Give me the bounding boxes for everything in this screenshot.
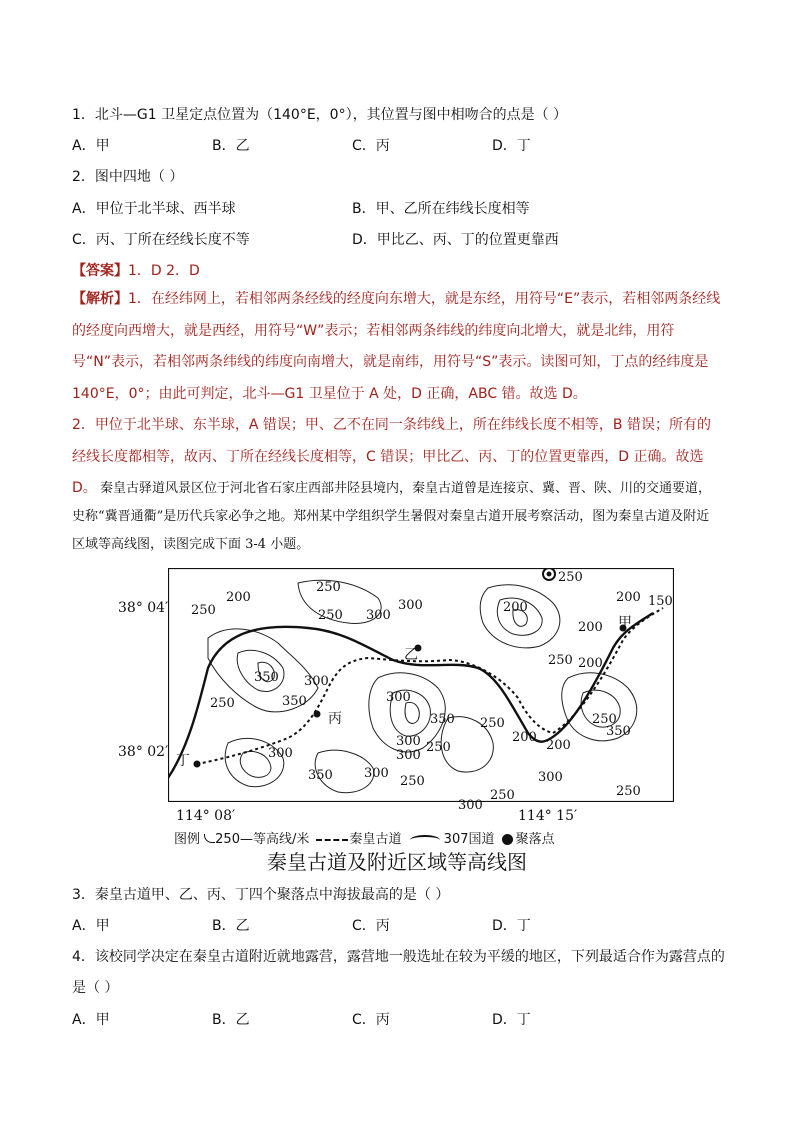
contour-label: 300: [364, 766, 389, 781]
legend-settlement-text: 聚落点: [515, 832, 555, 847]
contour-label: 200: [578, 656, 603, 671]
q4-stem-line2: 是（ ）: [72, 980, 119, 996]
q1-option-a: A．甲: [72, 138, 110, 154]
contour-label: 350: [606, 724, 631, 739]
q4-option-a: A．甲: [72, 1012, 110, 1028]
answer-line: [72, 260, 200, 280]
q2-option-c: C．丙、丁所在经线长度不等: [72, 232, 250, 248]
q3-option-b: B．乙: [212, 918, 250, 934]
legend-contour-text: 等高线/米: [252, 832, 310, 847]
legend-contour-value: 250: [215, 832, 240, 847]
legend-highway-text: 307国道: [443, 832, 495, 847]
q4-stem-line1: 4．该校同学决定在秦皇古道附近就地露营，露营地一般选址在较为平缓的地区，下列最适合作为露营点的: [72, 949, 725, 965]
contour-label: 250: [616, 784, 641, 799]
contour-label: 250: [210, 696, 235, 711]
q1-option-c: C．丙: [352, 138, 390, 154]
contour-label: 350: [254, 670, 279, 685]
contour-label: 350: [308, 768, 333, 783]
ancient-road-legend-icon: [316, 839, 348, 841]
place-bing-label: 丙: [328, 711, 342, 727]
place-jia-label: 甲: [618, 615, 632, 631]
contour-label: 350: [430, 712, 455, 727]
q4-option-c: C．丙: [352, 1012, 390, 1028]
contour-label: 300: [458, 798, 483, 813]
q1-option-d: D．丁: [492, 138, 531, 154]
contour-label: 250: [558, 570, 583, 585]
contour-label: 350: [282, 694, 307, 709]
latitude-label-top: 38° 04′: [118, 600, 169, 616]
map-caption: 秦皇古道及附近区域等高线图: [267, 850, 527, 874]
contour-label: 250: [318, 608, 343, 623]
national-road-legend-icon: [410, 835, 440, 845]
contour-legend-icon: [204, 834, 215, 843]
contour-label: 300: [268, 746, 293, 761]
legend-road-text: 秦皇古道: [349, 832, 402, 847]
contour-label: 300: [398, 598, 423, 613]
contour-label: 250: [490, 788, 515, 803]
answer-label: 【答案】: [72, 263, 128, 279]
settlement-legend-icon: [502, 834, 513, 845]
contour-label: 250: [400, 774, 425, 789]
contour-label: 250: [548, 653, 573, 668]
q2-option-d: D．甲比乙、丙、丁的位置更靠西: [352, 232, 559, 248]
place-ding-label: 丁: [176, 753, 190, 769]
contour-label: 300: [396, 748, 421, 763]
longitude-label-right: 114° 15′: [518, 808, 578, 824]
legend-label: 图例: [174, 832, 201, 847]
contour-map: [168, 568, 674, 813]
contour-label: 250: [316, 580, 341, 595]
place-yi-label: 乙: [404, 647, 418, 663]
q1-option-b: B．乙: [212, 138, 250, 154]
q2-stem: 2．图中四地（ ）: [72, 169, 184, 185]
q2-option-b: B．甲、乙所在纬线长度相等: [352, 201, 530, 217]
analysis-paragraph-1: [72, 284, 722, 410]
analysis-p1-text: 1．在经纬网上，若相邻两条经线的经度向东增大，就是东经，用符号“E”表示，若相邻两条经线的经度向西增大，就是西经，用符号“W”表示；若相邻两条纬线的纬度向北增大，就是北纬，用符号“N”表示，若相邻两条纬线的纬度向南增大，就是南纬，用符号“S”表示。读图可知，丁点的经纬度是 140°E，0°；由此可判定，北斗—G1 卫星位于 A 处，D 正确，ABC 错。故选 D。: [72, 291, 721, 402]
contour-label: 300: [396, 734, 421, 749]
q3-option-c: C．丙: [352, 918, 390, 934]
contour-label: 150: [648, 594, 673, 609]
settlement-bing-marker: [314, 711, 321, 718]
contour-label: 300: [386, 690, 411, 705]
answer-text: 1．D 2．D: [128, 263, 200, 279]
q3-option-a: A．甲: [72, 918, 110, 934]
longitude-label-left: 114° 08′: [176, 808, 236, 824]
contour-label: 200: [512, 730, 537, 745]
contour-label: 300: [538, 770, 563, 785]
contour-label: 250: [426, 740, 451, 755]
contour-label: 250: [480, 716, 505, 731]
contour-label: 250: [592, 712, 617, 727]
peak-marker-dot: [547, 572, 552, 577]
latitude-label-bottom: 38° 02′: [118, 744, 169, 760]
q3-stem: 3．秦皇古道甲、乙、丙、丁四个聚落点中海拔最高的是（ ）: [72, 887, 450, 903]
settlement-ding-marker: [194, 761, 201, 768]
contour-label: 200: [616, 590, 641, 605]
contour-label: 300: [366, 608, 391, 623]
q4-option-d: D．丁: [492, 1012, 531, 1028]
contour-label: 200: [546, 738, 571, 753]
q3-option-d: D．丁: [492, 918, 531, 934]
q4-option-b: B．乙: [212, 1012, 250, 1028]
intro-paragraph: 秦皇古驿道风景区位于河北省石家庄西部井陉县境内，秦皇古道曾是连接京、冀、晋、陕、川的交通要道，史称“冀晋通衢”是历代兵家必争之地。郑州某中学组织学生暑假对秦皇古道开展考察活动，图为秦皇古道及附近区域等高线图，读图完成下面 3-4 小题。: [72, 481, 712, 552]
contour-label: 300: [304, 674, 329, 689]
map-legend: 图例 250—等高线/米 秦皇古道 307国道 聚落点: [174, 832, 555, 847]
contour-label: 200: [503, 600, 528, 615]
contour-label: 250: [191, 603, 216, 618]
analysis-label: 【解析】: [72, 291, 128, 307]
q1-stem: 1．北斗—G1 卫星定点位置为（140°E，0°），其位置与图中相吻合的点是（ ）: [72, 107, 568, 123]
contour-label: 200: [226, 590, 251, 605]
contour-label: 200: [578, 620, 603, 635]
analysis-paragraph-2: 2．甲位于北半球、东半球，A 错误；甲、乙不在同一条纬线上，所在纬线长度不相等，B 错误；所有的经线长度都相等，故丙、丁所在经线长度相等，C 错误；甲比乙、丙、丁的位置更靠西，D 正确。故选 D。: [72, 417, 711, 496]
q2-option-a: A．甲位于北半球、西半球: [72, 201, 236, 217]
